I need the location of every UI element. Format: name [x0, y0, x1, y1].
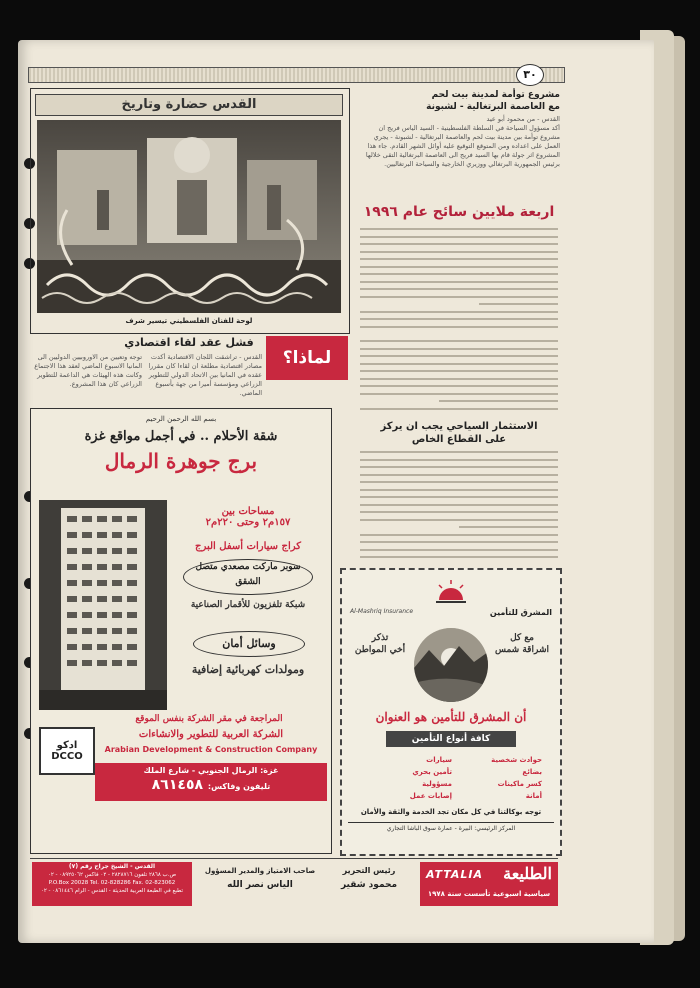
- twin-body: أكد مسؤول السياحة في السلطة الفلسطينية - السيد الياس فريج ان مشروع توأمة بين مدينة بيت لحم والعاصمة البرتغالية - لشبونة - يجري العمل على اعداده ومن المتوقع التوقيع عليه أوائل الشهر القادم. جاء هذا المشروع اثر جولة قام بها السيد فريج الى العاصمة البرتغالية التقى خلالها برئيس الجمهورية البرتغالي ووزيري الخارجية والسياحة البرتغاليين.: [365, 124, 560, 168]
- tourists-headline: اربعة ملايين سائح عام ١٩٩٦: [363, 204, 555, 220]
- dcco-logo-en: DCCO: [51, 751, 83, 762]
- ad-satellite: شبكة تلفزيون للأقمار الصناعية: [190, 600, 306, 610]
- ad-phone: ٨٦١٤٥٨: [151, 777, 204, 793]
- masthead-tagline: سياسية اسبوعية تأسست سنة ١٩٧٨: [427, 890, 551, 898]
- ad-burj-footer: [95, 763, 327, 801]
- dcco-logo-ar: ادكو: [56, 740, 78, 751]
- ad-garage: كراج سيارات أسفل البرج: [194, 541, 302, 552]
- owner-name: الياس نصر الله: [227, 880, 293, 890]
- ad-generators: ومولدات كهربائية إضافية: [191, 663, 305, 676]
- insurance-type: مسؤولية: [422, 780, 452, 788]
- investment-headline-1: الاستثمار السياحي يجب ان يركز: [380, 421, 538, 432]
- masthead-address: [32, 862, 192, 906]
- insurance-types-banner: كافة أنواع التأمين: [386, 731, 516, 747]
- article-twin: [358, 90, 560, 178]
- sunrise-logo-icon: [436, 580, 466, 606]
- insurance-type: سيارات: [426, 756, 452, 764]
- painting-image: [37, 120, 341, 313]
- twin-headline-2: مع العاصمة البرتغالية - لشبونة: [426, 102, 560, 112]
- insurance-types-right: [452, 754, 542, 802]
- ad-areas: [175, 506, 321, 528]
- page-number: ٣٠: [516, 64, 544, 86]
- quds-title: القدس حضارة وتاريخ: [35, 94, 343, 116]
- insurance-type: إصابات عمل: [409, 792, 452, 800]
- sunrise-landscape: [414, 628, 488, 702]
- insurance-headline: أن المشرق للتأمين هو العنوان: [375, 710, 527, 724]
- economic-col2: توجه وتعيين من الاوروبيين الدوليين الى المانيا الاسبوع الماضي لعقد هذا الاجتماع وكانت هذه الهيئات هي الداعمة للتطوير الزراعي كان هذا المشروع.: [34, 353, 142, 388]
- owner-label: صاحب الامتياز والمدير المسؤول: [204, 867, 316, 875]
- masthead-owner: [196, 864, 324, 892]
- page-header-bar: [28, 67, 565, 83]
- insurance-type: حوادث شخصية: [491, 756, 542, 764]
- insurance-type: كسر ماكينات: [497, 780, 542, 788]
- tourists-body-continued: [360, 340, 558, 418]
- ad-insurance: [340, 568, 562, 856]
- dcco-logo: [39, 727, 95, 775]
- landscape-image: [414, 628, 488, 702]
- slogan-left-2: أخي المواطن: [354, 645, 406, 655]
- twin-headline-1: مشروع توأمة لمدينة بيت لحم: [431, 90, 560, 100]
- masthead-divider: [30, 858, 558, 859]
- address-line2: ص.ب ٢٨٦٨ تلفون ٢٨٢٨٧١٦ - ٠٢ فاكس ٠٨٩٢٥٠٦٢ - ٠٢: [47, 872, 177, 878]
- masthead-name-ar: الطليعة: [503, 864, 552, 883]
- ad-phone-row: [95, 777, 327, 793]
- insurance-slogan-left: [350, 632, 410, 656]
- twin-byline: القدس - من محمود أبو عيد: [486, 115, 560, 123]
- investment-body-text: [360, 451, 558, 559]
- ad-areas-line2: ١٥٧م٢ وحتى ٢٢٠م٢: [205, 517, 291, 528]
- ad-phone-label: تليفون وفاكس:: [207, 782, 271, 791]
- insurance-slogan-right: [492, 632, 552, 656]
- masthead-chief: [324, 864, 414, 892]
- why-logo: لماذا؟: [266, 336, 348, 380]
- investment-headline-2: على القطاع الخاص: [411, 434, 507, 445]
- insurance-address: المركز الرئيسي: البيرة - عمارة سوق الباشا التجاري: [348, 822, 554, 845]
- insurance-type: بضائع: [522, 768, 542, 776]
- address-line1: القدس - الشيخ جراح رقم (٧): [68, 863, 156, 870]
- insurance-note: توجه بوكالتنا في كل مكان تجد الخدمة والثقة والأمان: [360, 808, 542, 816]
- quds-painting: [37, 120, 341, 313]
- slogan-right-2: اشراقة شمس: [495, 645, 549, 655]
- slogan-left-1: تذكر: [371, 633, 389, 643]
- insurance-types-left: [362, 754, 452, 802]
- ad-safety: وسائل أمان: [193, 631, 305, 657]
- slogan-right-1: مع كل: [510, 633, 534, 643]
- chief-name: محمود شقير: [340, 880, 398, 890]
- quds-caption: لوحة للفنان الفلسطيني تيسير شرف: [125, 317, 253, 325]
- ad-company-en: Arabian Development & Construction Company: [104, 745, 318, 754]
- ad-company-ar: الشركة العربية للتطوير والانشاءات: [138, 729, 284, 740]
- tower-image: [39, 500, 167, 710]
- quds-section: [30, 88, 350, 334]
- investment-headline: [358, 420, 560, 446]
- newspaper-page: [18, 40, 654, 943]
- ad-cabinet: سوبر ماركت مصعدي متصل الشقق: [183, 559, 313, 595]
- address-en: P.O.Box 20028 Tel. 02-828286 Fax. 02-823062: [48, 880, 176, 886]
- masthead-logo: [420, 862, 558, 906]
- insurance-company-en: Al-Mashriq Insurance: [350, 608, 414, 615]
- address-printer: تطبع في الطبعة العربية الحديثة - القدس - الرام ٠٨٦١٤٤٦ - ٠٢: [40, 888, 184, 894]
- ad-burj-headline: شقة الأحلام .. في أجمل مواقع غزة: [84, 429, 278, 444]
- tourists-body-text: [360, 228, 558, 334]
- chief-label: رئيس التحرير: [342, 866, 396, 875]
- economic-headline: فشل عقد لقاء اقتصادي: [124, 336, 254, 349]
- building-photo: [39, 500, 167, 710]
- economic-col1: القدس - تراشقت اللجان الاقتصادية أكدت مصادر اقتصادية مطلعة ان لقاءا كان مقررا عقده في المانيا بين الاتحاد الدولي للتطوير الزراعي ومؤسسة أميرا من جهة بأسبوع الماضي.: [148, 353, 262, 397]
- ad-areas-line1: مساحات بين: [221, 506, 275, 517]
- ad-burj: [30, 408, 332, 854]
- insurance-type: أمانة: [525, 792, 542, 800]
- masthead-name-en: ATTALIA: [426, 868, 483, 881]
- ad-address: غزة: الرمال الجنوبي - شارع الملك: [143, 766, 279, 775]
- ad-burj-building: برج جوهرة الرمال: [104, 449, 258, 473]
- ad-contact: المراجعة في مقر الشركة بنفس الموقع: [135, 714, 283, 724]
- insurance-company-ar: المشرق للتأمين: [489, 608, 552, 617]
- ad-basmala: بسم الله الرحمن الرحيم: [145, 415, 217, 423]
- insurance-type: تأمين بحري: [412, 768, 452, 776]
